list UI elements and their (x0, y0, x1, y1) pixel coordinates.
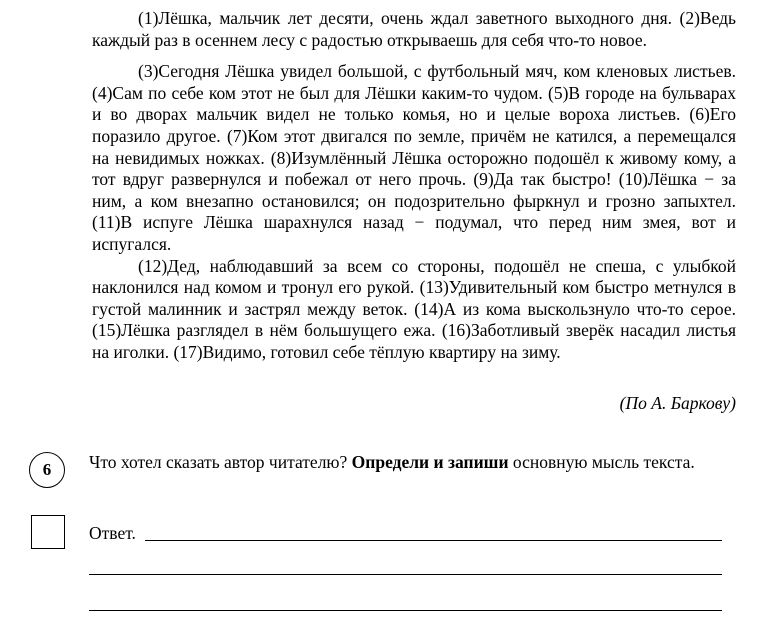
question-text-end: основную мысль текста. (508, 452, 695, 472)
question-text-start: Что хотел сказать автор читателю? (89, 452, 352, 472)
answer-score-box[interactable] (31, 515, 65, 549)
reading-text (92, 8, 736, 364)
task-number-badge (29, 452, 65, 488)
task-number: 6 (42, 460, 52, 479)
answer-line-2[interactable] (89, 574, 722, 575)
question-instruction-bold: Определи и запиши (351, 452, 509, 472)
answer-label: Ответ. (89, 523, 136, 543)
answer-line-1[interactable] (145, 540, 722, 541)
task-question (89, 452, 731, 473)
answer-line-3[interactable] (89, 610, 722, 611)
paragraph-3: (12)Дед, наблюдавший за всем со стороны, подошёл не спеша, с улыбкой наклонился над комом и тронул его рукой. (13)Удивительный ком быстро метнулся в густой малинник и застрял между веток. (14)А из кома выскользнуло что-то серое. (15)Лёшка разглядел в нём большущего ежа. (16)Заботливый зверёк насадил листья на иголки. (17)Видимо, готовил себе тёплую квартиру на зиму. (92, 255, 736, 362)
source-attribution: (По А. Баркову) (619, 393, 736, 413)
paragraph-2: (3)Сегодня Лёшка увидел большой, с футбольный мяч, ком кленовых листьев. (4)Сам по себе ком этот не был для Лёшки каким-то чудом. (5)В городе на бульварах и во дворах мальчик видел не только комья, но и целые вороха листьев. (6)Его поразило другое. (7)Ком этот двигался по земле, причём не катился, а перемещался на невидимых ножках. (8)Изумлённый Лёшка осторожно подошёл к живому кому, а тот вдруг развернулся и побежал от него прочь. (9)Да так быстро! (10)Лёшка − за ним, а ком внезапно остановился; он подозрительно фыркнул и грозно запыхтел. (11)В испуге Лёшка шарахнулся назад − подумал, что перед ним змея, вот и испугался. (92, 61, 736, 254)
paragraph-1: (1)Лёшка, мальчик лет десяти, очень ждал заветного выходного дня. (2)Ведь каждый раз в осеннем лесу с радостью открываешь для себя что-то новое. (92, 8, 736, 50)
